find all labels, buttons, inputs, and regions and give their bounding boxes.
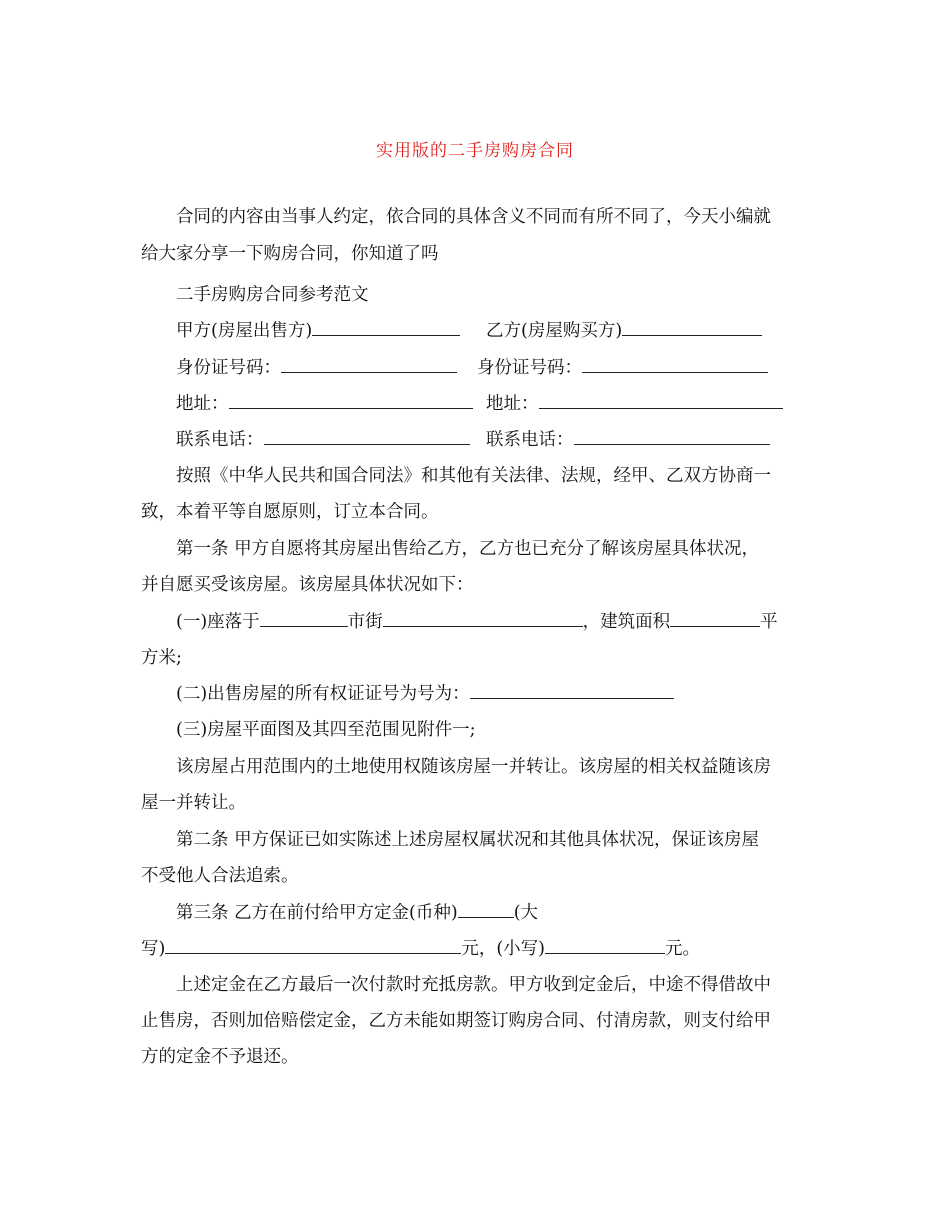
item1-area-label: ，建筑面积: [582, 612, 671, 632]
id-b-row: [477, 356, 768, 380]
intro-line-2: 给大家分享一下购房合同，你知道了吗: [141, 244, 439, 264]
addr-a-row: [176, 392, 473, 416]
basis-line-1: 按照《中华人民共和国合同法》和其他有关法律、法规，经甲、乙双方协商一: [176, 466, 771, 486]
item1-location-label: (一)座落于: [176, 612, 260, 632]
land-line-1: 该房屋占用范围内的土地使用权随该房屋一并转让。该房屋的相关权益随该房: [176, 757, 771, 777]
item1-unit: 平: [760, 612, 778, 632]
phone-a-blank[interactable]: [264, 428, 470, 445]
article3-yuan-label: 元。: [664, 939, 700, 959]
item2-row: [176, 682, 674, 706]
phone-a-row: [176, 428, 470, 452]
addr-a-label: 地址：: [176, 394, 229, 414]
addr-b-blank[interactable]: [539, 392, 783, 409]
phone-b-row: [486, 428, 770, 452]
item1-row: [176, 610, 778, 634]
article3-deposit-label: 第三条 乙方在前付给甲方定金(币种): [176, 903, 458, 923]
id-b-blank[interactable]: [582, 356, 768, 373]
phone-b-blank[interactable]: [574, 428, 770, 445]
id-a-row: [176, 356, 457, 380]
phone-b-label: 联系电话：: [486, 430, 574, 450]
party-a-blank[interactable]: [312, 319, 460, 336]
item3-line: (三)房屋平面图及其四至范围见附件一;: [176, 720, 476, 740]
item2-label: (二)出售房屋的所有权证证号为号为：: [176, 684, 470, 704]
addr-b-row: [486, 392, 783, 416]
location-blank[interactable]: [260, 610, 348, 627]
area-blank[interactable]: [670, 610, 760, 627]
deposit-line-3: 方的定金不予退还。: [141, 1047, 299, 1067]
item1-line-2: 方米;: [141, 648, 182, 668]
article3-row-2: [141, 937, 700, 961]
phone-a-label: 联系电话：: [176, 430, 264, 450]
party-a-label: 甲方(房屋出售方): [176, 321, 313, 341]
deposit-line-2: 止售房，否则加倍赔偿定金，乙方未能如期签订购房合同、付清房款，则支付给甲: [141, 1011, 771, 1031]
article3-write-label: 写): [141, 939, 166, 959]
party-a-row: [176, 319, 460, 343]
intro-line-1: 合同的内容由当事人约定，依合同的具体含义不同而有所不同了，今天小编就: [176, 207, 771, 227]
contract-subtitle: 二手房购房合同参考范文: [176, 285, 369, 305]
document-title: 实用版的二手房购房合同: [376, 141, 574, 161]
article3-capital-label: (大: [513, 903, 539, 923]
deposit-line-1: 上述定金在乙方最后一次付款时充抵房款。甲方收到定金后，中途不得借故中: [176, 975, 771, 995]
article2-line-2: 不受他人合法追索。: [141, 866, 299, 886]
street-blank[interactable]: [383, 610, 583, 627]
party-b-blank[interactable]: [622, 319, 762, 336]
land-line-2: 屋一并转让。: [141, 793, 246, 813]
article2-line-1: 第二条 甲方保证已如实陈述上述房屋权属状况和其他具体状况，保证该房屋: [176, 830, 760, 850]
article1-line-2: 并自愿买受该房屋。该房屋具体状况如下：: [141, 575, 474, 595]
addr-b-label: 地址：: [486, 394, 539, 414]
article1-line-1: 第一条 甲方自愿将其房屋出售给乙方，乙方也已充分了解该房屋具体状况，: [176, 539, 760, 559]
certificate-blank[interactable]: [470, 682, 674, 699]
party-b-label: 乙方(房屋购买方): [486, 321, 623, 341]
article3-lower-label: 元，(小写): [461, 939, 545, 959]
id-a-blank[interactable]: [281, 356, 457, 373]
article3-row-1: [176, 901, 538, 925]
basis-line-2: 致，本着平等自愿原则，订立本合同。: [141, 502, 439, 522]
currency-blank[interactable]: [458, 901, 514, 918]
addr-a-blank[interactable]: [229, 392, 473, 409]
item1-street-label: 市街: [347, 612, 383, 632]
id-a-label: 身份证号码：: [176, 358, 281, 378]
capital-amount-blank[interactable]: [165, 937, 461, 954]
lower-amount-blank[interactable]: [545, 937, 665, 954]
party-b-row: [486, 319, 762, 343]
id-b-label: 身份证号码：: [477, 358, 582, 378]
